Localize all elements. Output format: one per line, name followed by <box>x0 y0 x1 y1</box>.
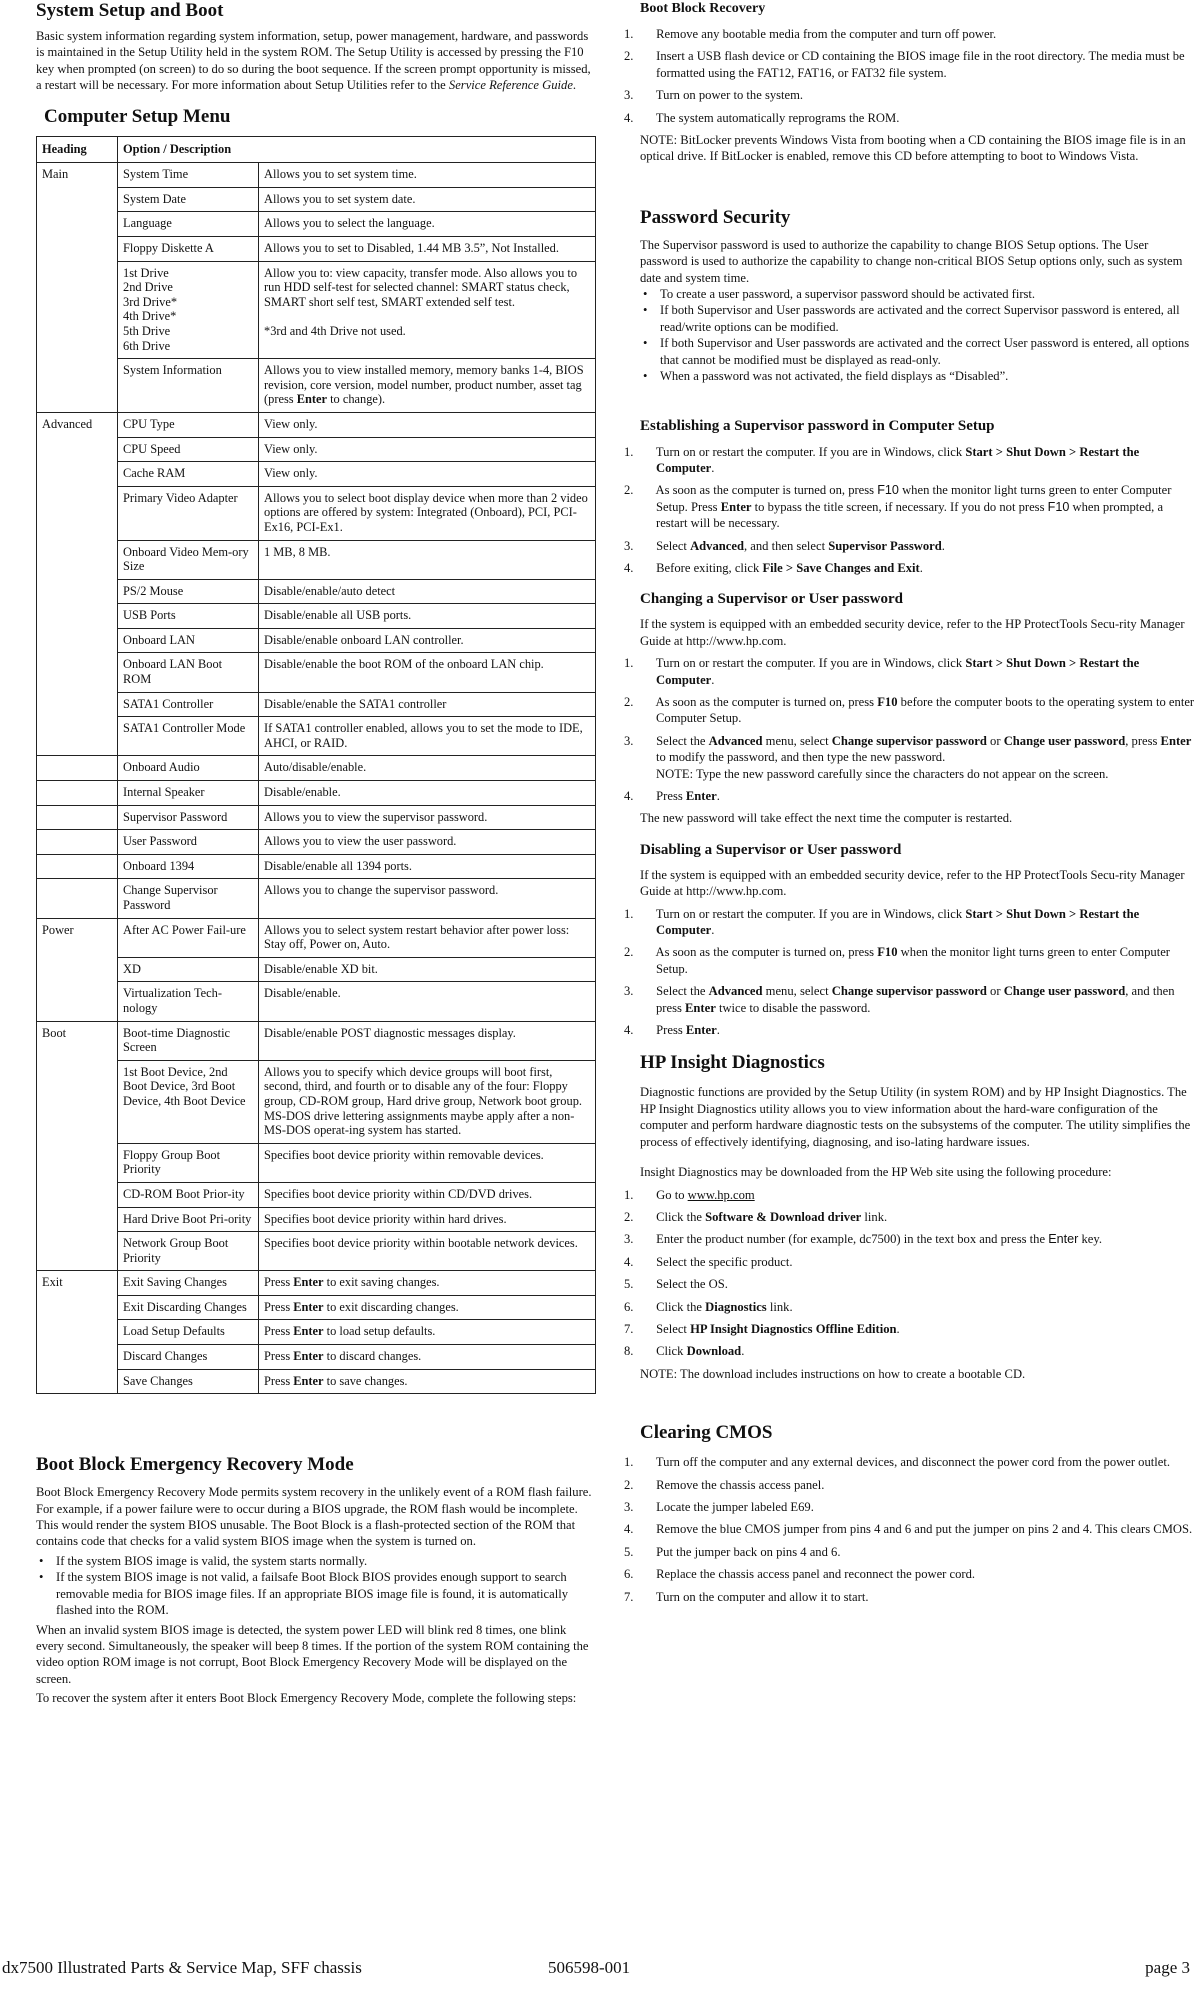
list-item: 5. Select the OS. <box>624 1277 728 1292</box>
option-cell: After AC Power Fail-ure <box>118 918 259 957</box>
list-item: 3. Turn on power to the system. <box>624 88 804 103</box>
description-cell: View only. <box>259 412 596 437</box>
password-security-section <box>640 207 1196 385</box>
heading-cell <box>37 756 118 781</box>
table-row <box>37 163 596 188</box>
table-row <box>37 604 596 629</box>
description-cell: Allows you to set system time. <box>259 163 596 188</box>
option-cell: Onboard LAN <box>118 628 259 653</box>
list-item: 1. Turn on or restart the computer. If you are in Windows, click Start > Shut Down > Restart the Computer. <box>624 906 1140 938</box>
system-setup-intro: Basic system information regarding system information, setup, power management, hardware, and passwords is maintained in the Setup Utility held in the system ROM. The Setup Utility is accessed by pressing the F10 key when prompted (on screen) to do so during the boot sequence. If the screen prompt opportunity is missed, a restart will be necessary. For more information about Setup Utilities refer to the Service Reference Guide. <box>36 29 591 93</box>
password-security-bullets <box>640 286 1196 384</box>
description-cell: View only. <box>259 462 596 487</box>
table-row <box>37 781 596 806</box>
system-setup-section <box>36 0 596 94</box>
bitlocker-note: NOTE: BitLocker prevents Windows Vista from booting when a CD containing the BIOS image file is in an optical drive. If BitLocker is enabled, remove this CD before attempting to boot to Windows Vista. <box>640 133 1186 164</box>
option-cell: Primary Video Adapter <box>118 486 259 540</box>
option-cell: System Time <box>118 163 259 188</box>
boot-block-recovery-section <box>624 0 1196 165</box>
heading-cell <box>37 879 118 918</box>
description-cell: Allow you to: view capacity, transfer mode. Also allows you to run HDD self-test for selected channel: SMART status check, SMART short self test, SMART extended self test. *3rd and 4th Drive not used. <box>259 261 596 359</box>
option-cell: Network Group Boot Priority <box>118 1232 259 1271</box>
heading-cell: Boot <box>37 1021 118 1271</box>
description-cell: Press Enter to discard changes. <box>259 1345 596 1370</box>
option-cell: Onboard Audio <box>118 756 259 781</box>
option-cell: 1st Boot Device, 2nd Boot Device, 3rd Boot Device, 4th Boot Device <box>118 1060 259 1143</box>
list-item: • When a password was not activated, the field displays as “Disabled”. <box>640 368 1196 384</box>
description-cell: Auto/disable/enable. <box>259 756 596 781</box>
table-row <box>37 879 596 918</box>
list-item: 3. Select the Advanced menu, select Change supervisor password or Change user password, press Enter to modify the password, and then type the new password. NOTE: Type the new password carefully since the characters do not appear on the screen. <box>624 733 1192 781</box>
description-cell: Allows you to view the user password. <box>259 830 596 855</box>
option-cell: System Information <box>118 359 259 413</box>
table-row <box>37 462 596 487</box>
option-cell: User Password <box>118 830 259 855</box>
disable-password-title: Disabling a Supervisor or User password <box>640 841 902 858</box>
description-cell: Specifies boot device priority within removable devices. <box>259 1143 596 1182</box>
change-password-section <box>624 590 1196 826</box>
list-item: 4. Press Enter. <box>624 1023 720 1038</box>
list-item: 2. As soon as the computer is turned on, press F10 when the monitor light turns green to enter Computer Setup. Press Enter to bypass the title screen, if necessary. If you do not press F10 when prompted, a restart will be necessary. <box>624 483 1172 531</box>
insight-diagnostics-title: HP Insight Diagnostics <box>640 1052 825 1074</box>
description-cell: Allows you to view the supervisor password. <box>259 805 596 830</box>
list-item: 2. Click the Software & Download driver link. <box>624 1209 888 1224</box>
table-row <box>37 1060 596 1143</box>
list-item: 3. Select the Advanced menu, select Change supervisor password or Change user password, and then press Enter twice to disable the password. <box>624 984 1175 1015</box>
service-reference-guide-ref: Service Reference Guide <box>448 78 573 93</box>
option-cell: 1st Drive 2nd Drive 3rd Drive* 4th Drive* 5th Drive 6th Drive <box>118 261 259 359</box>
description-cell: Allows you to set to Disabled, 1.44 MB 3.5”, Not Installed. <box>259 237 596 262</box>
change-password-steps <box>624 655 1196 804</box>
establish-password-title: Establishing a Supervisor password in Computer Setup <box>640 417 995 434</box>
table-row <box>37 1320 596 1345</box>
table-row <box>37 628 596 653</box>
table-row <box>37 830 596 855</box>
disable-password-steps <box>624 906 1196 1039</box>
password-security-title: Password Security <box>640 206 791 228</box>
description-cell: 1 MB, 8 MB. <box>259 540 596 579</box>
option-cell: XD <box>118 957 259 982</box>
option-cell: Exit Discarding Changes <box>118 1295 259 1320</box>
table-row <box>37 805 596 830</box>
description-cell: Allows you to change the supervisor password. <box>259 879 596 918</box>
boot-block-recovery-steps <box>624 26 1196 126</box>
description-cell: Allows you to select system restart behavior after power loss: Stay off, Power on, Auto. <box>259 918 596 957</box>
description-cell: Allows you to select boot display device when more than 2 video options are offered by system: Integrated (Onboard), PCI, PCI-Ex16, PCI-Ex1. <box>259 486 596 540</box>
heading-cell: Advanced <box>37 412 118 756</box>
insight-note: NOTE: The download includes instructions on how to create a bootable CD. <box>640 1366 1026 1381</box>
table-row <box>37 1182 596 1207</box>
option-cell: PS/2 Mouse <box>118 579 259 604</box>
description-cell: Press Enter to exit discarding changes. <box>259 1295 596 1320</box>
table-row <box>37 540 596 579</box>
option-cell: Onboard 1394 <box>118 854 259 879</box>
establish-password-steps <box>624 444 1196 577</box>
option-cell: Language <box>118 212 259 237</box>
option-cell: CD-ROM Boot Prior-ity <box>118 1182 259 1207</box>
description-cell: Allows you to specify which device groups will boot first, second, third, and fourth or to disable any of the four: Floppy group, CD-ROM group, Hard drive group, Network boot group. MS-DOS drive lettering assignments maybe apply after a non-MS-DOS operat-ing system has started. <box>259 1060 596 1143</box>
boot-block-title: Boot Block Emergency Recovery Mode <box>36 1454 354 1476</box>
table-row <box>37 359 596 413</box>
list-item: • If the system BIOS image is not valid, a failsafe Boot Block BIOS provides enough support to search removable media for BIOS image files. If an appropriate BIOS image file is found, it is automatically flashed into the ROM. <box>36 1569 596 1618</box>
setup-menu-title: Computer Setup Menu <box>44 105 231 127</box>
table-row <box>37 412 596 437</box>
table-row <box>37 486 596 540</box>
hp-link[interactable]: www.hp.com <box>687 1187 755 1202</box>
table-row <box>37 957 596 982</box>
table-row <box>37 653 596 692</box>
table-row <box>37 1232 596 1271</box>
disable-password-section <box>624 841 1196 1039</box>
list-item: • If the system BIOS image is valid, the system starts normally. <box>36 1553 596 1569</box>
list-item: 2. As soon as the computer is turned on, press F10 before the computer boots to the operating system to enter Computer Setup. <box>624 694 1195 726</box>
description-cell: Disable/enable all 1394 ports. <box>259 854 596 879</box>
clearing-cmos-steps <box>624 1454 1196 1605</box>
list-item: 1. Turn off the computer and any external devices, and disconnect the power cord from the power outlet. <box>624 1455 1171 1470</box>
option-cell: Cache RAM <box>118 462 259 487</box>
option-cell: Floppy Diskette A <box>118 237 259 262</box>
list-item: 1. Go to www.hp.com <box>624 1187 755 1202</box>
table-row <box>37 1021 596 1060</box>
boot-block-para3: To recover the system after it enters Boot Block Emergency Recovery Mode, complete the following steps: <box>36 1691 577 1706</box>
option-cell: Hard Drive Boot Pri-ority <box>118 1207 259 1232</box>
list-item: 4. Before exiting, click File > Save Changes and Exit. <box>624 560 923 575</box>
list-item: 7. Turn on the computer and allow it to start. <box>624 1589 869 1604</box>
password-security-intro: The Supervisor password is used to authorize the capability to change BIOS Setup options. The User password is used to authorize the capability to change non-critical BIOS Setup options only, such as system date and system time. <box>640 237 1183 285</box>
heading-cell: Power <box>37 918 118 1021</box>
boot-block-intro: Boot Block Emergency Recovery Mode permits system recovery in the unlikely event of a ROM flash failure. For example, if a power failure were to occur during a BIOS upgrade, the ROM flash would be incomplete. This would render the system BIOS unusable. The Boot Block is a flash-protected section of the ROM that contains code that checks for a valid system BIOS image when the system is turned on. <box>36 1485 592 1549</box>
description-cell: Allows you to set system date. <box>259 187 596 212</box>
list-item: 3. Enter the product number (for example, dc7500) in the text box and press the Enter key. <box>624 1232 1102 1247</box>
list-item: 5. Put the jumper back on pins 4 and 6. <box>624 1544 841 1559</box>
heading-cell <box>37 781 118 806</box>
establish-password-section <box>624 417 1196 577</box>
description-cell: Specifies boot device priority within hard drives. <box>259 1207 596 1232</box>
heading-cell <box>37 805 118 830</box>
table-row <box>37 212 596 237</box>
table-row <box>37 1345 596 1370</box>
heading-cell <box>37 830 118 855</box>
option-cell: SATA1 Controller Mode <box>118 717 259 756</box>
option-cell: Floppy Group Boot Priority <box>118 1143 259 1182</box>
option-cell: Onboard Video Mem-ory Size <box>118 540 259 579</box>
description-cell: Disable/enable the boot ROM of the onboard LAN chip. <box>259 653 596 692</box>
description-cell: Allows you to view installed memory, memory banks 1-4, BIOS revision, core version, model number, product number, asset tag (press Enter to change). <box>259 359 596 413</box>
list-item: • If both Supervisor and User passwords are activated and the correct User password is entered, all options that cannot be modified must be displayed as read-only. <box>640 335 1196 368</box>
description-cell: Disable/enable all USB ports. <box>259 604 596 629</box>
description-cell: Disable/enable POST diagnostic messages display. <box>259 1021 596 1060</box>
footer-title: dx7500 Illustrated Parts & Service Map, SFF chassis <box>2 1958 362 1977</box>
right-column <box>624 0 1196 1611</box>
description-cell: Press Enter to load setup defaults. <box>259 1320 596 1345</box>
insight-diagnostics-section <box>624 1052 1196 1382</box>
heading-cell <box>37 854 118 879</box>
insight-para2: Insight Diagnostics may be downloaded from the HP Web site using the following procedure: <box>640 1165 1112 1180</box>
list-item: 7. Select HP Insight Diagnostics Offline Edition. <box>624 1321 900 1336</box>
option-cell: SATA1 Controller <box>118 692 259 717</box>
description-cell: Disable/enable. <box>259 781 596 806</box>
table-row <box>37 437 596 462</box>
list-item: 1. Turn on or restart the computer. If you are in Windows, click Start > Shut Down > Restart the Computer. <box>624 656 1140 687</box>
option-cell: Internal Speaker <box>118 781 259 806</box>
table-row <box>37 1207 596 1232</box>
description-cell: View only. <box>259 437 596 462</box>
list-item: 4. Select the specific product. <box>624 1254 793 1269</box>
heading-column-header: Heading <box>37 136 118 163</box>
option-cell: Discard Changes <box>118 1345 259 1370</box>
list-item: 4. The system automatically reprograms the ROM. <box>624 110 900 125</box>
boot-block-section <box>36 1454 596 1706</box>
table-row <box>37 918 596 957</box>
table-header-row <box>37 136 596 163</box>
description-cell: Disable/enable. <box>259 982 596 1021</box>
boot-block-para2: When an invalid system BIOS image is detected, the system power LED will blink red 8 times, one blink every second. Simultaneously, the speaker will beep 8 times. If the portion of the system ROM containing the video option ROM image is not corrupt, Boot Block Emergency Recovery Mode will be displayed on the screen. <box>36 1622 589 1686</box>
option-cell: Save Changes <box>118 1369 259 1394</box>
disable-password-intro: If the system is equipped with an embedded security device, refer to the HP ProtectTools Secu-rity Manager Guide at http://www.hp.com. <box>640 867 1185 899</box>
table-row <box>37 982 596 1021</box>
boot-block-recovery-title: Boot Block Recovery <box>640 1 766 16</box>
table-row <box>37 261 596 359</box>
list-item: 6. Click the Diagnostics link. <box>624 1299 793 1314</box>
table-row <box>37 854 596 879</box>
description-cell: Specifies boot device priority within bootable network devices. <box>259 1232 596 1271</box>
option-cell: USB Ports <box>118 604 259 629</box>
list-item: 6. Replace the chassis access panel and reconnect the power cord. <box>624 1567 976 1582</box>
insight-intro: Diagnostic functions are provided by the Setup Utility (in system ROM) and by HP Insight Diagnostics. The HP Insight Diagnostics utility allows you to view information about the hard-ware configuration of the computer and perform hardware diagnostic tests on the subsystems of the computer. The utility simplifies the process of effectively identifying, diagnosing, and iso-lating hardware issues. <box>640 1085 1191 1149</box>
list-item: 1. Turn on or restart the computer. If you are in Windows, click Start > Shut Down > Restart the Computer. <box>624 444 1140 475</box>
table-row <box>37 237 596 262</box>
list-item: 2. Remove the chassis access panel. <box>624 1477 825 1492</box>
table-row <box>37 756 596 781</box>
option-cell: Change Supervisor Password <box>118 879 259 918</box>
change-password-title: Changing a Supervisor or User password <box>640 591 903 608</box>
description-cell: Disable/enable onboard LAN controller. <box>259 628 596 653</box>
clearing-cmos-title: Clearing CMOS <box>640 1422 773 1444</box>
list-item: 8. Click Download. <box>624 1344 745 1359</box>
list-item: 1. Remove any bootable media from the computer and turn off power. <box>624 27 997 41</box>
setup-menu-table <box>36 136 596 1395</box>
description-cell: Specifies boot device priority within CD/DVD drives. <box>259 1182 596 1207</box>
table-row <box>37 1369 596 1394</box>
description-cell: Disable/enable/auto detect <box>259 579 596 604</box>
list-item: 4. Press Enter. <box>624 789 720 803</box>
footer-page-number: page 3 <box>1145 1958 1190 1977</box>
description-cell: If SATA1 controller enabled, allows you to set the mode to IDE, AHCI, or RAID. <box>259 717 596 756</box>
clearing-cmos-section <box>624 1422 1196 1605</box>
option-cell: Onboard LAN Boot ROM <box>118 653 259 692</box>
description-cell: Press Enter to save changes. <box>259 1369 596 1394</box>
list-item: 3. Select Advanced, and then select Supervisor Password. <box>624 538 945 553</box>
heading-cell: Exit <box>37 1271 118 1394</box>
description-cell: Allows you to select the language. <box>259 212 596 237</box>
boot-block-bullets <box>36 1553 596 1619</box>
table-row <box>37 187 596 212</box>
table-row <box>37 692 596 717</box>
change-password-intro: If the system is equipped with an embedded security device, refer to the HP ProtectTools Secu-rity Manager Guide at http://www.hp.com. <box>640 617 1185 648</box>
change-password-outro: The new password will take effect the next time the computer is restarted. <box>640 811 1013 826</box>
option-cell: Load Setup Defaults <box>118 1320 259 1345</box>
list-item: 2. Insert a USB flash device or CD containing the BIOS image file in the root directory. The media must be formatted using the FAT12, FAT16, or FAT32 file system. <box>624 49 1185 80</box>
option-cell: CPU Speed <box>118 437 259 462</box>
list-item: 2. As soon as the computer is turned on, press F10 when the monitor light turns green to enter Computer Setup. <box>624 945 1170 976</box>
option-cell: Supervisor Password <box>118 805 259 830</box>
table-row <box>37 1143 596 1182</box>
system-setup-title: System Setup and Boot <box>36 0 224 21</box>
option-cell: Boot-time Diagnostic Screen <box>118 1021 259 1060</box>
list-item: • To create a user password, a supervisor password should be activated first. <box>640 286 1196 302</box>
description-cell: Disable/enable XD bit. <box>259 957 596 982</box>
option-cell: CPU Type <box>118 412 259 437</box>
option-cell: Virtualization Tech-nology <box>118 982 259 1021</box>
insight-steps <box>624 1187 1196 1360</box>
list-item: 3. Locate the jumper labeled E69. <box>624 1499 814 1514</box>
heading-cell: Main <box>37 163 118 413</box>
option-column-header: Option / Description <box>118 136 596 163</box>
footer-part-number: 506598-001 <box>548 1958 631 1977</box>
option-cell: Exit Saving Changes <box>118 1271 259 1296</box>
list-item: 4. Remove the blue CMOS jumper from pins 4 and 6 and put the jumper on pins 2 and 4. This clears CMOS. <box>624 1522 1193 1537</box>
left-column <box>36 0 596 1707</box>
option-cell: System Date <box>118 187 259 212</box>
description-cell: Press Enter to exit saving changes. <box>259 1271 596 1296</box>
description-cell: Disable/enable the SATA1 controller <box>259 692 596 717</box>
table-row <box>37 579 596 604</box>
list-item: • If both Supervisor and User passwords are activated and the correct Supervisor password is entered, all read/write options can be modified. <box>640 302 1196 335</box>
table-row <box>37 1295 596 1320</box>
table-row <box>37 1271 596 1296</box>
table-row <box>37 717 596 756</box>
